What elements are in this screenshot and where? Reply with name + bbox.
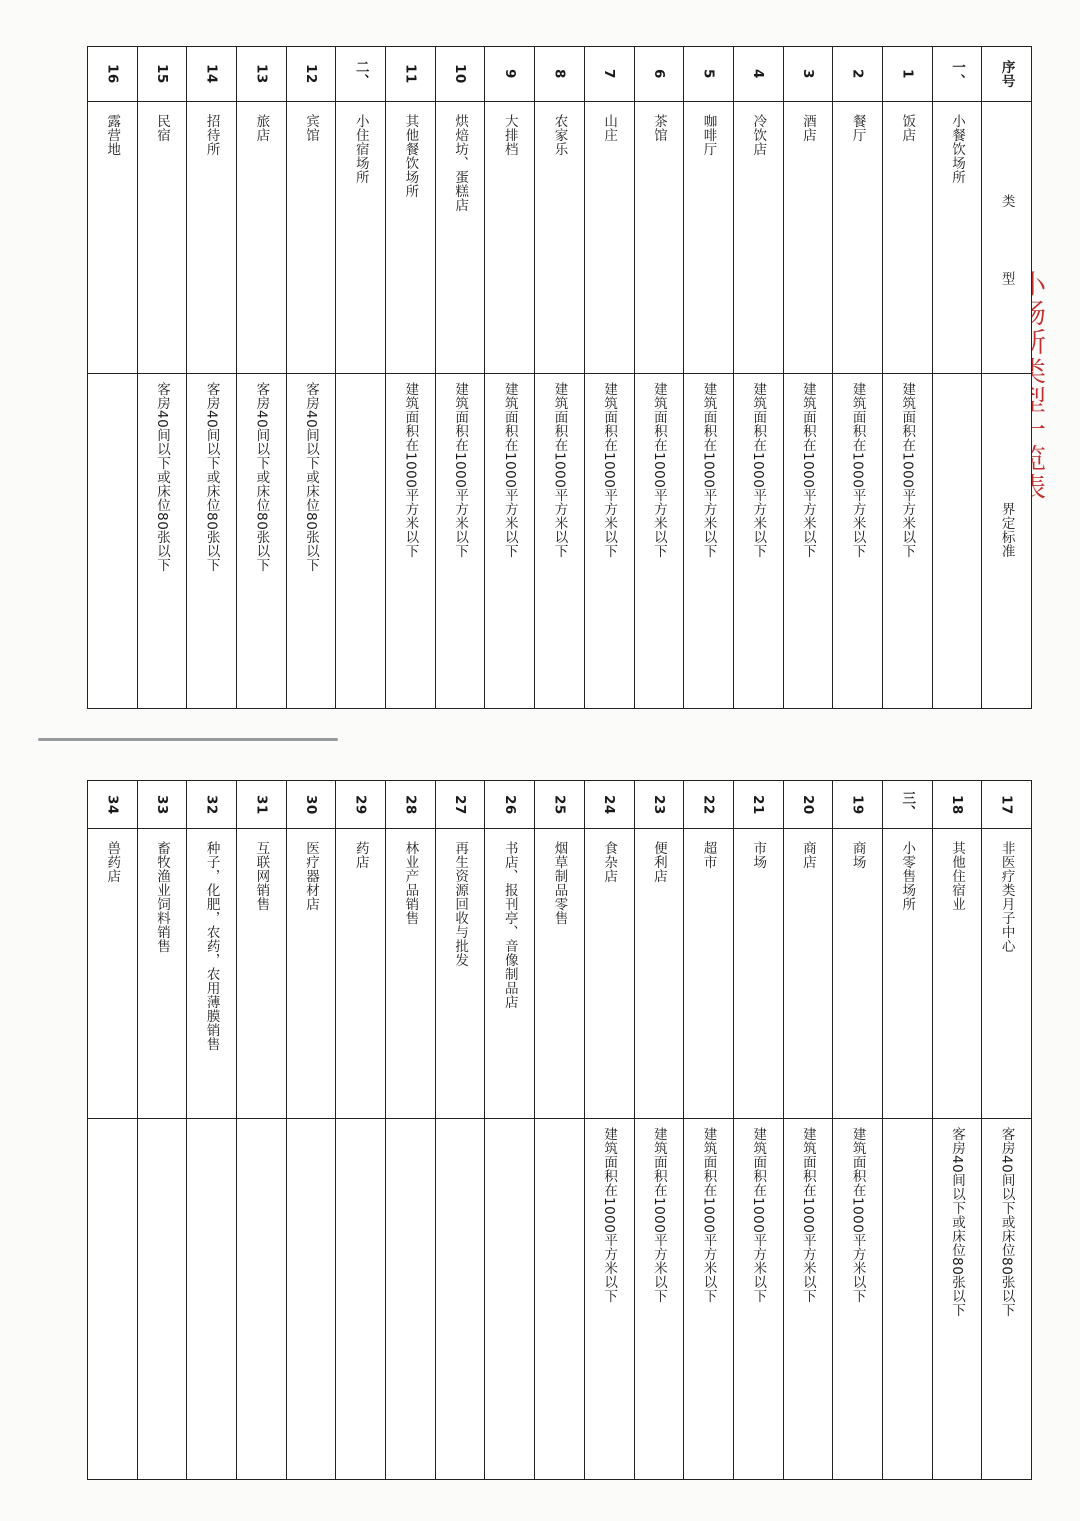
table-row: [783, 781, 833, 1479]
table-row: [683, 781, 733, 1479]
row-number: 22: [700, 794, 717, 815]
row-number-cell: [933, 781, 982, 829]
row-standard: 建筑面积在1000平方米以下: [601, 1127, 618, 1304]
row-number: 29: [352, 794, 369, 815]
row-number: 6: [650, 69, 667, 79]
row-standard: 建筑面积在1000平方米以下: [452, 382, 469, 559]
table-row: [832, 781, 882, 1479]
page-fold-line: [38, 738, 338, 741]
row-standard-cell: [138, 1119, 187, 1479]
row-number: 3: [799, 69, 816, 79]
table-row: [683, 47, 733, 708]
table-row: [385, 47, 435, 708]
row-type-cell: [88, 829, 137, 1119]
row-number-cell: [684, 47, 733, 102]
row-standard-cell: [784, 1119, 833, 1479]
row-number-cell: [138, 781, 187, 829]
row-type-cell: [187, 102, 236, 374]
row-standard-cell: [287, 374, 336, 708]
row-standard: 客房40间以下或床位80张以下: [153, 382, 170, 573]
row-number-cell: [138, 47, 187, 102]
row-number-cell: [684, 781, 733, 829]
row-type: 烟草制品零售: [551, 841, 568, 925]
row-standard-cell: [883, 1119, 932, 1479]
table-row: [484, 781, 534, 1479]
row-standard-cell: [436, 1119, 485, 1479]
row-type-cell: [883, 829, 932, 1119]
row-type: 商店: [799, 841, 816, 869]
table-row: [335, 47, 385, 708]
row-number-cell: [237, 47, 286, 102]
row-standard: 建筑面积在1000平方米以下: [799, 1127, 816, 1304]
row-number-cell: [833, 781, 882, 829]
row-number-cell: [88, 781, 137, 829]
table-row: [882, 47, 932, 708]
row-type: 互联网销售: [253, 841, 270, 911]
row-number: 11: [402, 64, 419, 84]
row-number: 1: [899, 69, 916, 79]
row-number: 15: [153, 64, 170, 84]
table-row: [584, 781, 634, 1479]
row-number-cell: [535, 781, 584, 829]
row-type-cell: [485, 829, 534, 1119]
row-type: 林业产品销售: [402, 841, 419, 925]
row-number: 2: [849, 69, 866, 79]
row-number: 7: [601, 69, 618, 79]
row-number-cell: [436, 781, 485, 829]
header-standard: 界定标准: [998, 502, 1015, 558]
row-type-cell: [883, 102, 932, 374]
row-standard-cell: [88, 374, 137, 708]
row-standard-cell: [386, 1119, 435, 1479]
row-type: 再生资源回收与批发: [452, 841, 469, 967]
row-type-cell: [485, 102, 534, 374]
header-standard-cell: [982, 374, 1031, 708]
table-row: [88, 781, 137, 1479]
header-type-cell: [982, 102, 1031, 374]
row-standard: 建筑面积在1000平方米以下: [402, 382, 419, 559]
row-type-cell: [933, 829, 982, 1119]
table-row: [534, 47, 584, 708]
table-row: [435, 781, 485, 1479]
row-number: 二、: [352, 60, 369, 88]
row-standard-cell: [734, 1119, 783, 1479]
row-standard-cell: [485, 374, 534, 708]
row-standard: 建筑面积在1000平方米以下: [700, 382, 717, 559]
row-number: 30: [303, 794, 320, 815]
row-type-cell: [436, 829, 485, 1119]
row-type-cell: [784, 102, 833, 374]
row-standard-cell: [635, 1119, 684, 1479]
row-number-cell: [883, 781, 932, 829]
row-type-cell: [734, 102, 783, 374]
row-type-cell: [982, 829, 1031, 1119]
row-type: 饭店: [899, 114, 916, 142]
row-standard: 客房40间以下或床位80张以下: [203, 382, 220, 573]
row-standard-cell: [933, 374, 982, 708]
row-number-cell: [635, 781, 684, 829]
table-header: [981, 47, 1031, 708]
table-row: [435, 47, 485, 708]
row-number-cell: [883, 47, 932, 102]
row-type-cell: [336, 102, 385, 374]
row-type-cell: [784, 829, 833, 1119]
table-row: [236, 47, 286, 708]
row-type: 医疗器材店: [303, 841, 320, 911]
table-row: [335, 781, 385, 1479]
row-type-cell: [734, 829, 783, 1119]
row-type-cell: [833, 829, 882, 1119]
row-number-cell: [336, 781, 385, 829]
row-standard-cell: [535, 1119, 584, 1479]
row-type: 旅店: [253, 114, 270, 142]
row-number-cell: [635, 47, 684, 102]
row-type: 食杂店: [601, 841, 618, 883]
header-no: 序号: [998, 60, 1015, 88]
row-standard: 建筑面积在1000平方米以下: [700, 1127, 717, 1304]
row-number: 18: [948, 794, 965, 815]
row-number-cell: [485, 47, 534, 102]
row-standard-cell: [436, 374, 485, 708]
table-row: [882, 781, 932, 1479]
row-type: 酒店: [799, 114, 816, 142]
row-type: 药店: [352, 841, 369, 869]
row-number-cell: [784, 47, 833, 102]
row-type-cell: [88, 102, 137, 374]
row-standard-cell: [287, 1119, 336, 1479]
row-type-cell: [237, 829, 286, 1119]
row-number: 19: [849, 794, 866, 815]
row-type: 非医疗类月子中心: [998, 841, 1015, 953]
row-number-cell: [485, 781, 534, 829]
row-number-cell: [88, 47, 137, 102]
row-standard-cell: [833, 1119, 882, 1479]
row-number: 28: [402, 794, 419, 815]
row-standard-cell: [336, 374, 385, 708]
row-type: 招待所: [203, 114, 220, 156]
row-standard-cell: [585, 374, 634, 708]
row-type: 咖啡厅: [700, 114, 717, 156]
row-standard: 建筑面积在1000平方米以下: [899, 382, 916, 559]
row-type-cell: [436, 102, 485, 374]
row-number: 4: [750, 69, 767, 79]
row-type: 烘焙坊、蛋糕店: [452, 114, 469, 212]
table-row: [634, 47, 684, 708]
table-row: [733, 781, 783, 1479]
row-standard: 建筑面积在1000平方米以下: [849, 382, 866, 559]
row-type-cell: [833, 102, 882, 374]
table-row: [286, 47, 336, 708]
row-number-cell: [734, 781, 783, 829]
row-standard-cell: [982, 1119, 1031, 1479]
table-row: [385, 781, 435, 1479]
row-type-cell: [684, 829, 733, 1119]
row-standard-cell: [585, 1119, 634, 1479]
table-row: [137, 781, 187, 1479]
row-standard: 建筑面积在1000平方米以下: [750, 382, 767, 559]
row-number-cell: [585, 47, 634, 102]
table-row: [186, 47, 236, 708]
row-number-cell: [933, 47, 982, 102]
row-type-cell: [138, 102, 187, 374]
row-standard: 客房40间以下或床位80张以下: [948, 1127, 965, 1318]
row-number: 13: [253, 64, 270, 84]
row-number: 27: [452, 794, 469, 815]
row-standard-cell: [883, 374, 932, 708]
row-number-cell: [287, 47, 336, 102]
table-row: [286, 781, 336, 1479]
row-number-cell: [535, 47, 584, 102]
table-row: [832, 47, 882, 708]
row-number: 23: [650, 794, 667, 815]
row-number: 5: [700, 69, 717, 79]
row-type-cell: [237, 102, 286, 374]
table-row: [88, 47, 137, 708]
row-type: 小住宿场所: [352, 114, 369, 184]
row-standard-cell: [535, 374, 584, 708]
row-type: 其他住宿业: [948, 841, 965, 911]
row-number: 21: [750, 794, 767, 815]
table-row: [186, 781, 236, 1479]
row-type-cell: [535, 102, 584, 374]
table-row: [484, 47, 534, 708]
row-number-cell: [386, 781, 435, 829]
table-row: [733, 47, 783, 708]
row-standard: 客房40间以下或床位80张以下: [998, 1127, 1015, 1318]
table-row: [981, 781, 1031, 1479]
row-standard-cell: [684, 374, 733, 708]
row-number: 25: [551, 794, 568, 815]
row-standard: 建筑面积在1000平方米以下: [501, 382, 518, 559]
row-type: 大排档: [501, 114, 518, 156]
row-standard-cell: [187, 1119, 236, 1479]
row-number: 32: [203, 794, 220, 815]
row-type: 畜牧渔业饲料销售: [153, 841, 170, 953]
table-row: [137, 47, 187, 708]
row-type: 农家乐: [551, 114, 568, 156]
row-number-cell: [187, 781, 236, 829]
row-number-cell: [833, 47, 882, 102]
row-standard: 客房40间以下或床位80张以下: [253, 382, 270, 573]
table-row: [584, 47, 634, 708]
row-number-cell: [784, 781, 833, 829]
row-type: 便利店: [650, 841, 667, 883]
row-standard-cell: [237, 1119, 286, 1479]
row-type: 小零售场所: [899, 841, 916, 911]
row-type-cell: [933, 102, 982, 374]
row-standard: 建筑面积在1000平方米以下: [551, 382, 568, 559]
header-no-cell: [982, 47, 1031, 102]
row-number-cell: [386, 47, 435, 102]
table-row: [236, 781, 286, 1479]
row-standard-cell: [635, 374, 684, 708]
row-standard-cell: [734, 374, 783, 708]
row-number: 34: [104, 794, 121, 815]
row-number-cell: [734, 47, 783, 102]
row-number-cell: [287, 781, 336, 829]
row-number: 14: [203, 64, 220, 84]
row-type: 超市: [700, 841, 717, 869]
row-standard: 建筑面积在1000平方米以下: [601, 382, 618, 559]
row-standard-cell: [237, 374, 286, 708]
row-number-cell: [585, 781, 634, 829]
row-standard-cell: [336, 1119, 385, 1479]
row-type: 宾馆: [303, 114, 320, 142]
row-standard: 建筑面积在1000平方米以下: [650, 1127, 667, 1304]
row-type-cell: [585, 102, 634, 374]
row-type: 市场: [750, 841, 767, 869]
row-type-cell: [635, 829, 684, 1119]
row-type-cell: [336, 829, 385, 1119]
row-type: 山庄: [601, 114, 618, 142]
row-standard-cell: [187, 374, 236, 708]
row-number-cell: [336, 47, 385, 102]
row-type-cell: [585, 829, 634, 1119]
row-standard-cell: [138, 374, 187, 708]
header-type: 类 型: [998, 194, 1015, 316]
row-type: 民宿: [153, 114, 170, 142]
table-row: [932, 47, 982, 708]
table-row: [634, 781, 684, 1479]
row-type-cell: [386, 829, 435, 1119]
row-type: 小餐饮场所: [948, 114, 965, 184]
row-standard-cell: [833, 374, 882, 708]
row-standard-cell: [933, 1119, 982, 1479]
row-standard-cell: [485, 1119, 534, 1479]
row-number: 三、: [899, 790, 916, 819]
row-type-cell: [684, 102, 733, 374]
row-type-cell: [187, 829, 236, 1119]
row-number: 12: [303, 64, 320, 84]
row-number-cell: [237, 781, 286, 829]
row-number: 16: [104, 64, 121, 84]
row-standard: 建筑面积在1000平方米以下: [650, 382, 667, 559]
row-standard-cell: [88, 1119, 137, 1479]
row-standard: 建筑面积在1000平方米以下: [750, 1127, 767, 1304]
row-type-cell: [138, 829, 187, 1119]
row-number-cell: [982, 781, 1031, 829]
row-type-cell: [535, 829, 584, 1119]
row-type: 冷饮店: [750, 114, 767, 156]
row-type-cell: [287, 102, 336, 374]
row-number: 9: [501, 69, 518, 79]
row-standard: 建筑面积在1000平方米以下: [799, 382, 816, 559]
row-standard-cell: [684, 1119, 733, 1479]
row-type: 书店、报刊亭、音像制品店: [501, 841, 518, 1009]
row-type: 茶馆: [650, 114, 667, 142]
row-type-cell: [287, 829, 336, 1119]
row-number: 17: [998, 794, 1015, 815]
row-number: 31: [253, 794, 270, 815]
row-type: 其他餐饮场所: [402, 114, 419, 198]
row-number: 8: [551, 69, 568, 79]
row-type-cell: [635, 102, 684, 374]
row-standard-cell: [784, 374, 833, 708]
table-part-1: [87, 46, 1032, 709]
row-type: 种子，化肥，农药，农用薄膜销售: [203, 841, 220, 1051]
row-number: 20: [799, 794, 816, 815]
table-row: [783, 47, 833, 708]
row-type-cell: [386, 102, 435, 374]
row-standard: 客房40间以下或床位80张以下: [303, 382, 320, 573]
table-part-2: [87, 780, 1032, 1480]
row-number-cell: [187, 47, 236, 102]
row-number: 一、: [948, 60, 965, 88]
row-standard: 建筑面积在1000平方米以下: [849, 1127, 866, 1304]
row-type: 露营地: [104, 114, 121, 156]
table-row: [932, 781, 982, 1479]
row-type: 餐厅: [849, 114, 866, 142]
row-standard-cell: [386, 374, 435, 708]
row-number-cell: [436, 47, 485, 102]
row-number: 24: [601, 794, 618, 815]
row-type: 兽药店: [104, 841, 121, 883]
row-type: 商场: [849, 841, 866, 869]
row-number: 26: [501, 794, 518, 815]
table-row: [534, 781, 584, 1479]
row-number: 33: [153, 794, 170, 815]
row-number: 10: [452, 64, 469, 84]
